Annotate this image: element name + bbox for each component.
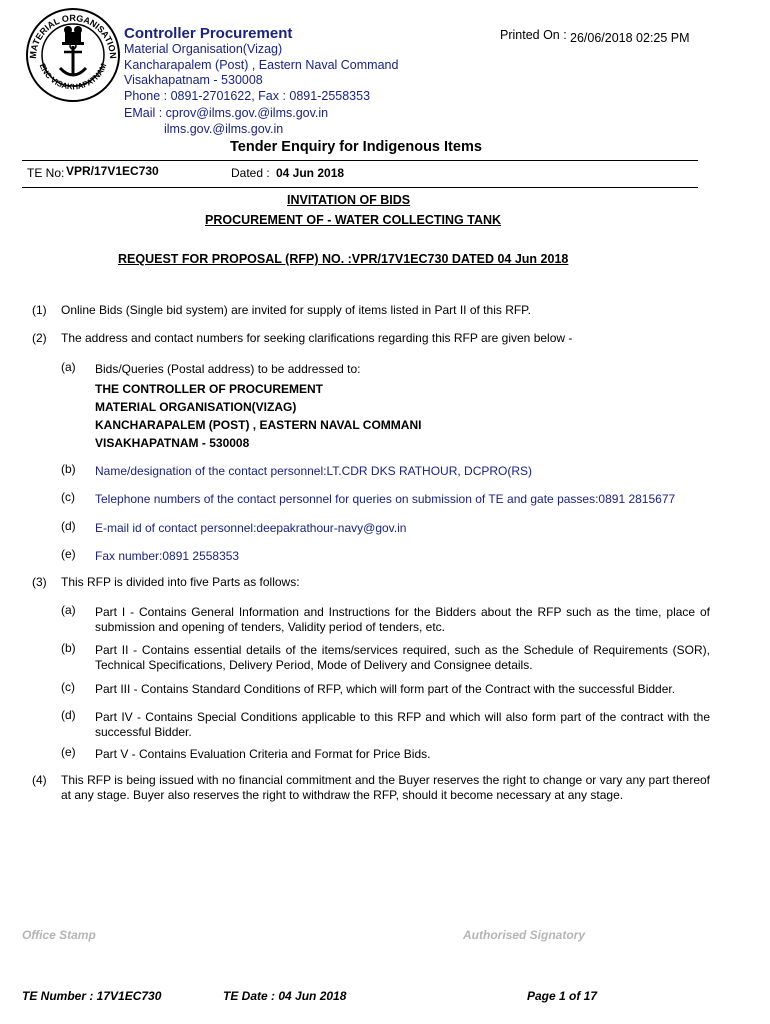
para-2-num: (2): [32, 331, 47, 345]
part-a-text: Part I - Contains General Information and Instructions for the Bidders about the RFP such as the time, place of submission and opening of tenders, Validity period of tenders, etc.: [95, 605, 710, 634]
address-line-2: Kancharapalem (Post) , Eastern Naval Command: [124, 58, 399, 72]
heading-procurement: PROCUREMENT OF - WATER COLLECTING TANK: [205, 213, 502, 227]
para-1-text: Online Bids (Single bid system) are invited for supply of items listed in Part II of this RFP.: [61, 303, 531, 317]
part-e-num: (e): [61, 745, 76, 759]
footer-te-number: TE Number : 17V1EC730: [22, 989, 162, 1003]
sub-b-text: Name/designation of the contact personnel:LT.CDR DKS RATHOUR, DCPRO(RS): [95, 464, 533, 478]
part-c-num: (c): [61, 680, 75, 694]
printed-on-value: 26/06/2018 02:25 PM: [570, 31, 690, 45]
document-title: Tender Enquiry for Indigenous Items: [230, 139, 482, 155]
email-line-2: ilms.gov.@ilms.gov.in: [164, 122, 284, 136]
svg-text:ENC VISAKHAPATNAM: ENC VISAKHAPATNAM: [37, 62, 109, 92]
phone-fax-line: Phone : 0891-2701622, Fax : 0891-2558353: [124, 89, 371, 103]
sub-c-num: (c): [61, 490, 75, 504]
authorised-signatory-label: Authorised Signatory: [463, 928, 586, 942]
part-b-num: (b): [61, 641, 76, 655]
para-3-text: This RFP is divided into five Parts as follows:: [61, 575, 300, 589]
svg-text:MATERIAL ORGANISATION: MATERIAL ORGANISATION: [27, 12, 119, 60]
address-line-1: Material Organisation(Vizag): [124, 42, 283, 56]
org-title: Controller Procurement: [124, 25, 293, 42]
navy-emblem-seal-icon: [24, 6, 122, 104]
office-stamp-label: Office Stamp: [22, 928, 96, 942]
part-e-text: Part V - Contains Evaluation Criteria and Format for Price Bids.: [95, 747, 431, 761]
para-3-num: (3): [32, 575, 47, 589]
footer-page-number: Page 1 of 17: [527, 989, 598, 1003]
footer-te-date: TE Date : 04 Jun 2018: [223, 989, 347, 1003]
heading-rfp: REQUEST FOR PROPOSAL (RFP) NO. :VPR/17V1EC730 DATED 04 Jun 2018: [118, 252, 569, 266]
part-d-num: (d): [61, 708, 76, 722]
address-line-3: Visakhapatnam - 530008: [124, 73, 263, 87]
email-line: EMail : cprov@ilms.gov.@ilms.gov.in: [124, 106, 329, 120]
address-block-4: VISAKHAPATNAM - 530008: [95, 436, 250, 450]
part-a-num: (a): [61, 603, 76, 617]
sub-a-text: Bids/Queries (Postal address) to be addressed to:: [95, 362, 361, 376]
dated-label: Dated :: [231, 166, 270, 180]
sub-c-text: Telephone numbers of the contact personnel for queries on submission of TE and gate passes:0891 2815677: [95, 492, 676, 506]
sub-e-num: (e): [61, 547, 76, 561]
te-no-label: TE No:: [27, 166, 65, 180]
part-c-text: Part III - Contains Standard Conditions of RFP, which will form part of the Contract with the successful Bidder.: [95, 682, 676, 696]
sub-a-num: (a): [61, 360, 76, 374]
address-block-2: MATERIAL ORGANISATION(VIZAG): [95, 400, 297, 414]
para-4-num: (4): [32, 773, 47, 787]
heading-invitation: INVITATION OF BIDS: [287, 193, 411, 207]
sub-e-text: Fax number:0891 2558353: [95, 549, 240, 563]
sub-d-text: E-mail id of contact personnel:deepakrathour-navy@gov.in: [95, 521, 407, 535]
para-1-num: (1): [32, 303, 47, 317]
te-no-value: VPR/17V1EC730: [66, 164, 159, 178]
dated-value: 04 Jun 2018: [276, 166, 345, 180]
sub-d-num: (d): [61, 519, 76, 533]
address-block-3: KANCHARAPALEM (POST) , EASTERN NAVAL COMMANI: [95, 418, 422, 432]
printed-on-label: Printed On :: [500, 28, 567, 42]
para-4-text: This RFP is being issued with no financial commitment and the Buyer reserves the right to change or vary any part thereof at any stage. Buyer also reserves the right to withdraw the RFP, should it become necessary at any stage.: [61, 773, 710, 802]
part-b-text: Part II - Contains essential details of the items/services required, such as the Schedule of Requirements (SOR), Technical Specifications, Delivery Period, Mode of Delivery and Consignee details.: [95, 643, 710, 672]
sub-b-num: (b): [61, 462, 76, 476]
address-block-1: THE CONTROLLER OF PROCUREMENT: [95, 382, 323, 396]
part-d-text: Part IV - Contains Special Conditions applicable to this RFP and which will also form part of the contract with the successful Bidder.: [95, 710, 710, 739]
para-2-text: The address and contact numbers for seeking clarifications regarding this RFP are given below -: [61, 331, 573, 345]
